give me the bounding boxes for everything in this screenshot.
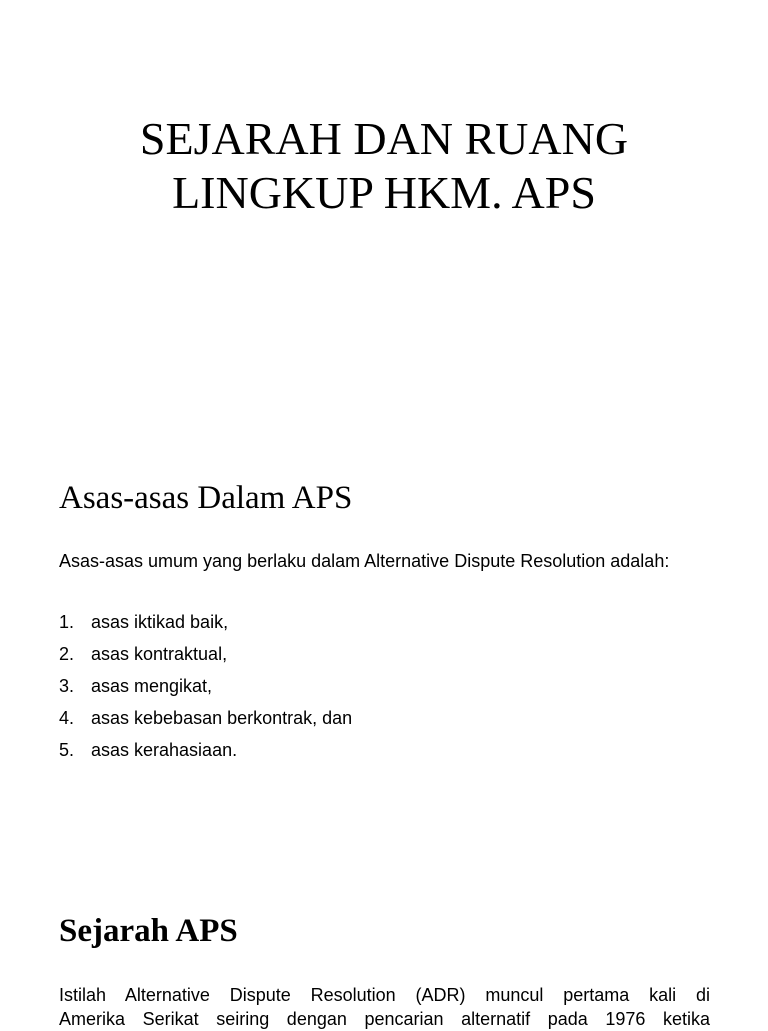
- asas-heading: Asas-asas Dalam APS: [59, 480, 353, 516]
- list-item-number: 1.: [59, 612, 75, 632]
- paragraph-line: Amerika Serikat seiring dengan pencarian alternatif pada 1976 ketika: [59, 1009, 710, 1029]
- asas-intro-text: Asas-asas umum yang berlaku dalam Alternative Dispute Resolution adalah:: [59, 551, 670, 571]
- list-item: [59, 638, 352, 670]
- title-slide: [0, 0, 768, 440]
- list-item-text: asas kerahasiaan.: [91, 740, 238, 760]
- list-item: [59, 670, 352, 702]
- list-item-number: 2.: [59, 644, 75, 664]
- sejarah-slide: [0, 880, 768, 1029]
- list-item-number: 3.: [59, 676, 75, 696]
- title-line: LINGKUP HKM. APS: [172, 167, 596, 218]
- asas-list: [59, 606, 352, 766]
- title-line: SEJARAH DAN RUANG: [139, 113, 629, 164]
- sejarah-heading: Sejarah APS: [59, 913, 238, 949]
- list-item-number: 4.: [59, 708, 75, 728]
- asas-slide: [0, 440, 768, 880]
- list-item-text: asas iktikad baik,: [91, 612, 229, 632]
- list-item-text: asas kebebasan berkontrak, dan: [91, 708, 353, 728]
- paragraph-line: Istilah Alternative Dispute Resolution (ADR) muncul pertama kali di: [59, 985, 710, 1005]
- list-item: [59, 606, 352, 638]
- list-item-number: 5.: [59, 740, 75, 760]
- presentation-title: [60, 112, 708, 220]
- list-item: [59, 734, 352, 766]
- list-item: [59, 702, 352, 734]
- list-item-text: asas kontraktual,: [91, 644, 228, 664]
- list-item-text: asas mengikat,: [91, 676, 213, 696]
